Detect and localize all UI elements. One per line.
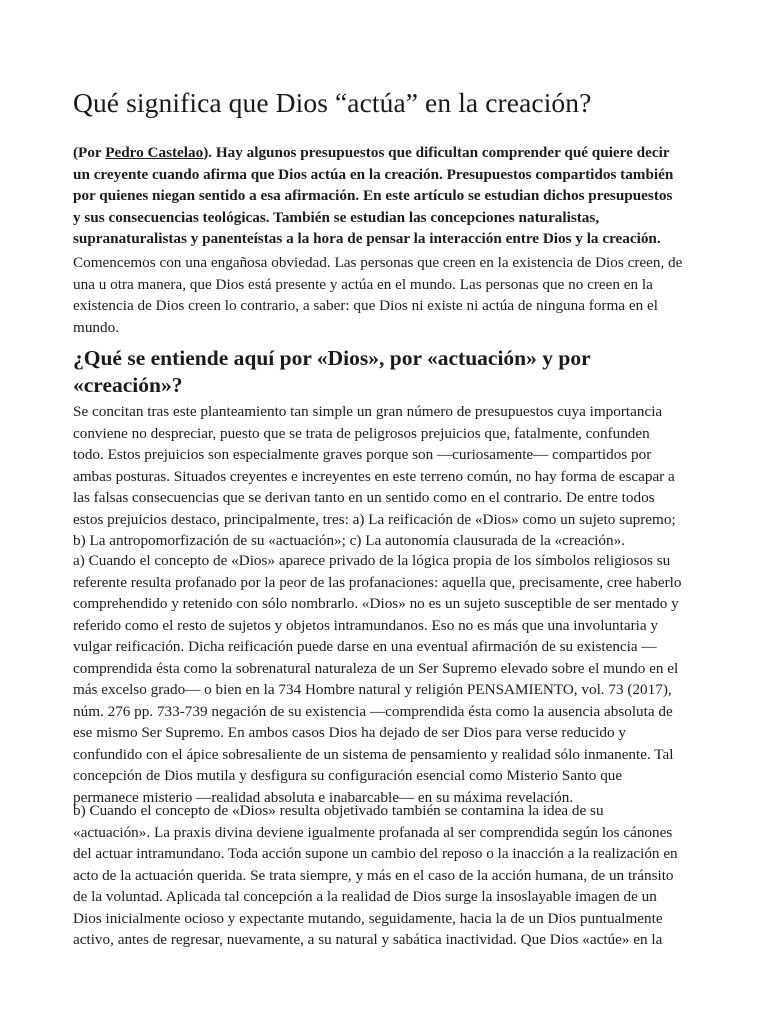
body-paragraph xyxy=(73,800,697,951)
body-paragraph xyxy=(73,550,697,808)
body-paragraph xyxy=(73,401,697,552)
abstract-suffix: ). Hay algunos presupuestos que dificultan comprender qué quiere decir xyxy=(203,144,670,161)
paragraph-line: comprehendido y retenido con sólo nombrarlo. «Dios» no es un sujeto susceptible de ser mentado y xyxy=(73,595,679,612)
abstract-line xyxy=(73,142,697,164)
paragraph-line: a) Cuando el concepto de «Dios» aparece privado de la lógica propia de los símbolos religiosos su xyxy=(73,552,671,569)
paragraph-line: de la voluntad. Aplicada tal concepción a la realidad de Dios surge la insoslayable imagen de un xyxy=(73,888,657,905)
paragraph-line: todo. Estos prejuicios son especialmente graves porque son —curiosamente— compartidos por xyxy=(73,446,652,463)
paragraph-line: del actuar intramundano. Toda acción supone un cambio del reposo o la inacción a la realización en xyxy=(73,845,678,862)
paragraph-line: acto de la actuación querida. Se trata siempre, y más en el caso de la acción humana, de un tránsito xyxy=(73,866,674,884)
paragraph-line: una u otra manera, que Dios está presente y actúa en el mundo. Las personas que no creen en la xyxy=(73,275,653,293)
paragraph-line: Comencemos con una engañosa obviedad. Las personas que creen en la existencia de Dios creen, de xyxy=(73,254,683,271)
paragraph-line: existencia de Dios creen lo contrario, a saber: que Dios ni existe ni actúa de ninguna forma en el xyxy=(73,297,658,314)
paragraph-line: núm. 276 pp. 733-739 negación de su existencia —comprendida ésta como la ausencia absoluta de xyxy=(73,702,673,720)
paragraph-line: referente resulta profanado por la peor de las profanaciones: aquella que, precisamente, cree haberlo xyxy=(73,573,682,591)
paragraph-line: activo, antes de regresar, nuevamente, a su natural y sabática inactividad. Que Dios «actúe» en la xyxy=(73,931,663,948)
paragraph-line: Dios inicialmente ocioso y expectante mutando, seguidamente, hacia la de un Dios puntualmente xyxy=(73,909,663,927)
paragraph-line: referido como el resto de sujetos y objetos intramundanos. Eso no es más que una involuntaria y xyxy=(73,616,659,634)
paragraph-line: b) La antropomorfización de su «actuación»; c) La autonomía clausurada de la «creación». xyxy=(73,532,625,549)
paragraph-line: ambas posturas. Situados creyentes e increyentes en este terreno común, no hay forma de escapar a xyxy=(73,467,675,485)
paragraph-line: mundo. xyxy=(73,318,119,336)
paragraph-line: conviene no despreciar, puesto que se trata de peligrosos prejuicios que, fatalmente, confunden xyxy=(73,424,650,442)
author-link[interactable]: Pedro Castelao xyxy=(105,144,204,161)
abstract-line: y sus consecuencias teológicas. También se estudian las concepciones naturalistas, xyxy=(73,208,600,226)
paragraph-line: permanece misterio —realidad absoluta e inabarcable— en su máxima revelación. xyxy=(73,788,574,806)
paragraph-line: Se concitan tras este planteamiento tan simple un gran número de presupuestos cuya importancia xyxy=(73,403,663,420)
paragraph-line: vulgar reificación. Dicha reificación puede darse en una eventual afirmación de su existencia — xyxy=(73,638,657,655)
section-heading xyxy=(73,345,591,399)
paragraph-line: «actuación». La praxis divina deviene igualmente profanada al ser comprendida según los cánones xyxy=(73,823,673,841)
page-title: Qué significa que Dios “actúa” en la creación? xyxy=(73,87,592,118)
paragraph-line: b) Cuando el concepto de «Dios» resulta objetivado también se contamina la idea de su xyxy=(73,802,604,819)
paragraph-line: ese mismo Ser Supremo. En ambos casos Dios ha dejado de ser Dios para verse reducido y xyxy=(73,724,626,741)
paragraph-line: las falsas consecuencias que se derivan tanto en un sentido como en el contrario. De entre todos xyxy=(73,489,655,506)
abstract-paragraph xyxy=(73,142,697,250)
abstract-line: supranaturalistas y panenteístas a la hora de pensar la interacción entre Dios y la creación. xyxy=(73,230,661,248)
abstract-prefix: (Por xyxy=(73,144,106,161)
paragraph-line: comprendida ésta como la sobrenatural naturaleza de un Ser Supremo elevado sobre el mundo en el xyxy=(73,659,679,677)
heading-line: «creación»? xyxy=(73,373,183,397)
paragraph-line: concepción de Dios mutila y desfigura su configuración esencial como Misterio Santo que xyxy=(73,767,623,784)
paragraph-line: más excelso grado— o bien en la 734 Hombre natural y religión PENSAMIENTO, vol. 73 (2017), xyxy=(73,681,672,698)
heading-line: ¿Qué se entiende aquí por «Dios», por «actuación» y por xyxy=(73,346,591,370)
abstract-line: por quienes niegan sentido a esa afirmación. En este artículo se estudian dichos presupuestos xyxy=(73,187,673,205)
paragraph-line: estos prejuicios destaco, principalmente, tres: a) La reificación de «Dios» como un sujeto supremo; xyxy=(73,510,676,528)
intro-paragraph xyxy=(73,252,697,338)
paragraph-line: confundido con el ápice sobresaliente de un sistema de pensamiento y realidad sólo inmanente. Tal xyxy=(73,745,674,763)
abstract-line: un creyente cuando afirma que Dios actúa en la creación. Presupuestos compartidos también xyxy=(73,165,674,183)
